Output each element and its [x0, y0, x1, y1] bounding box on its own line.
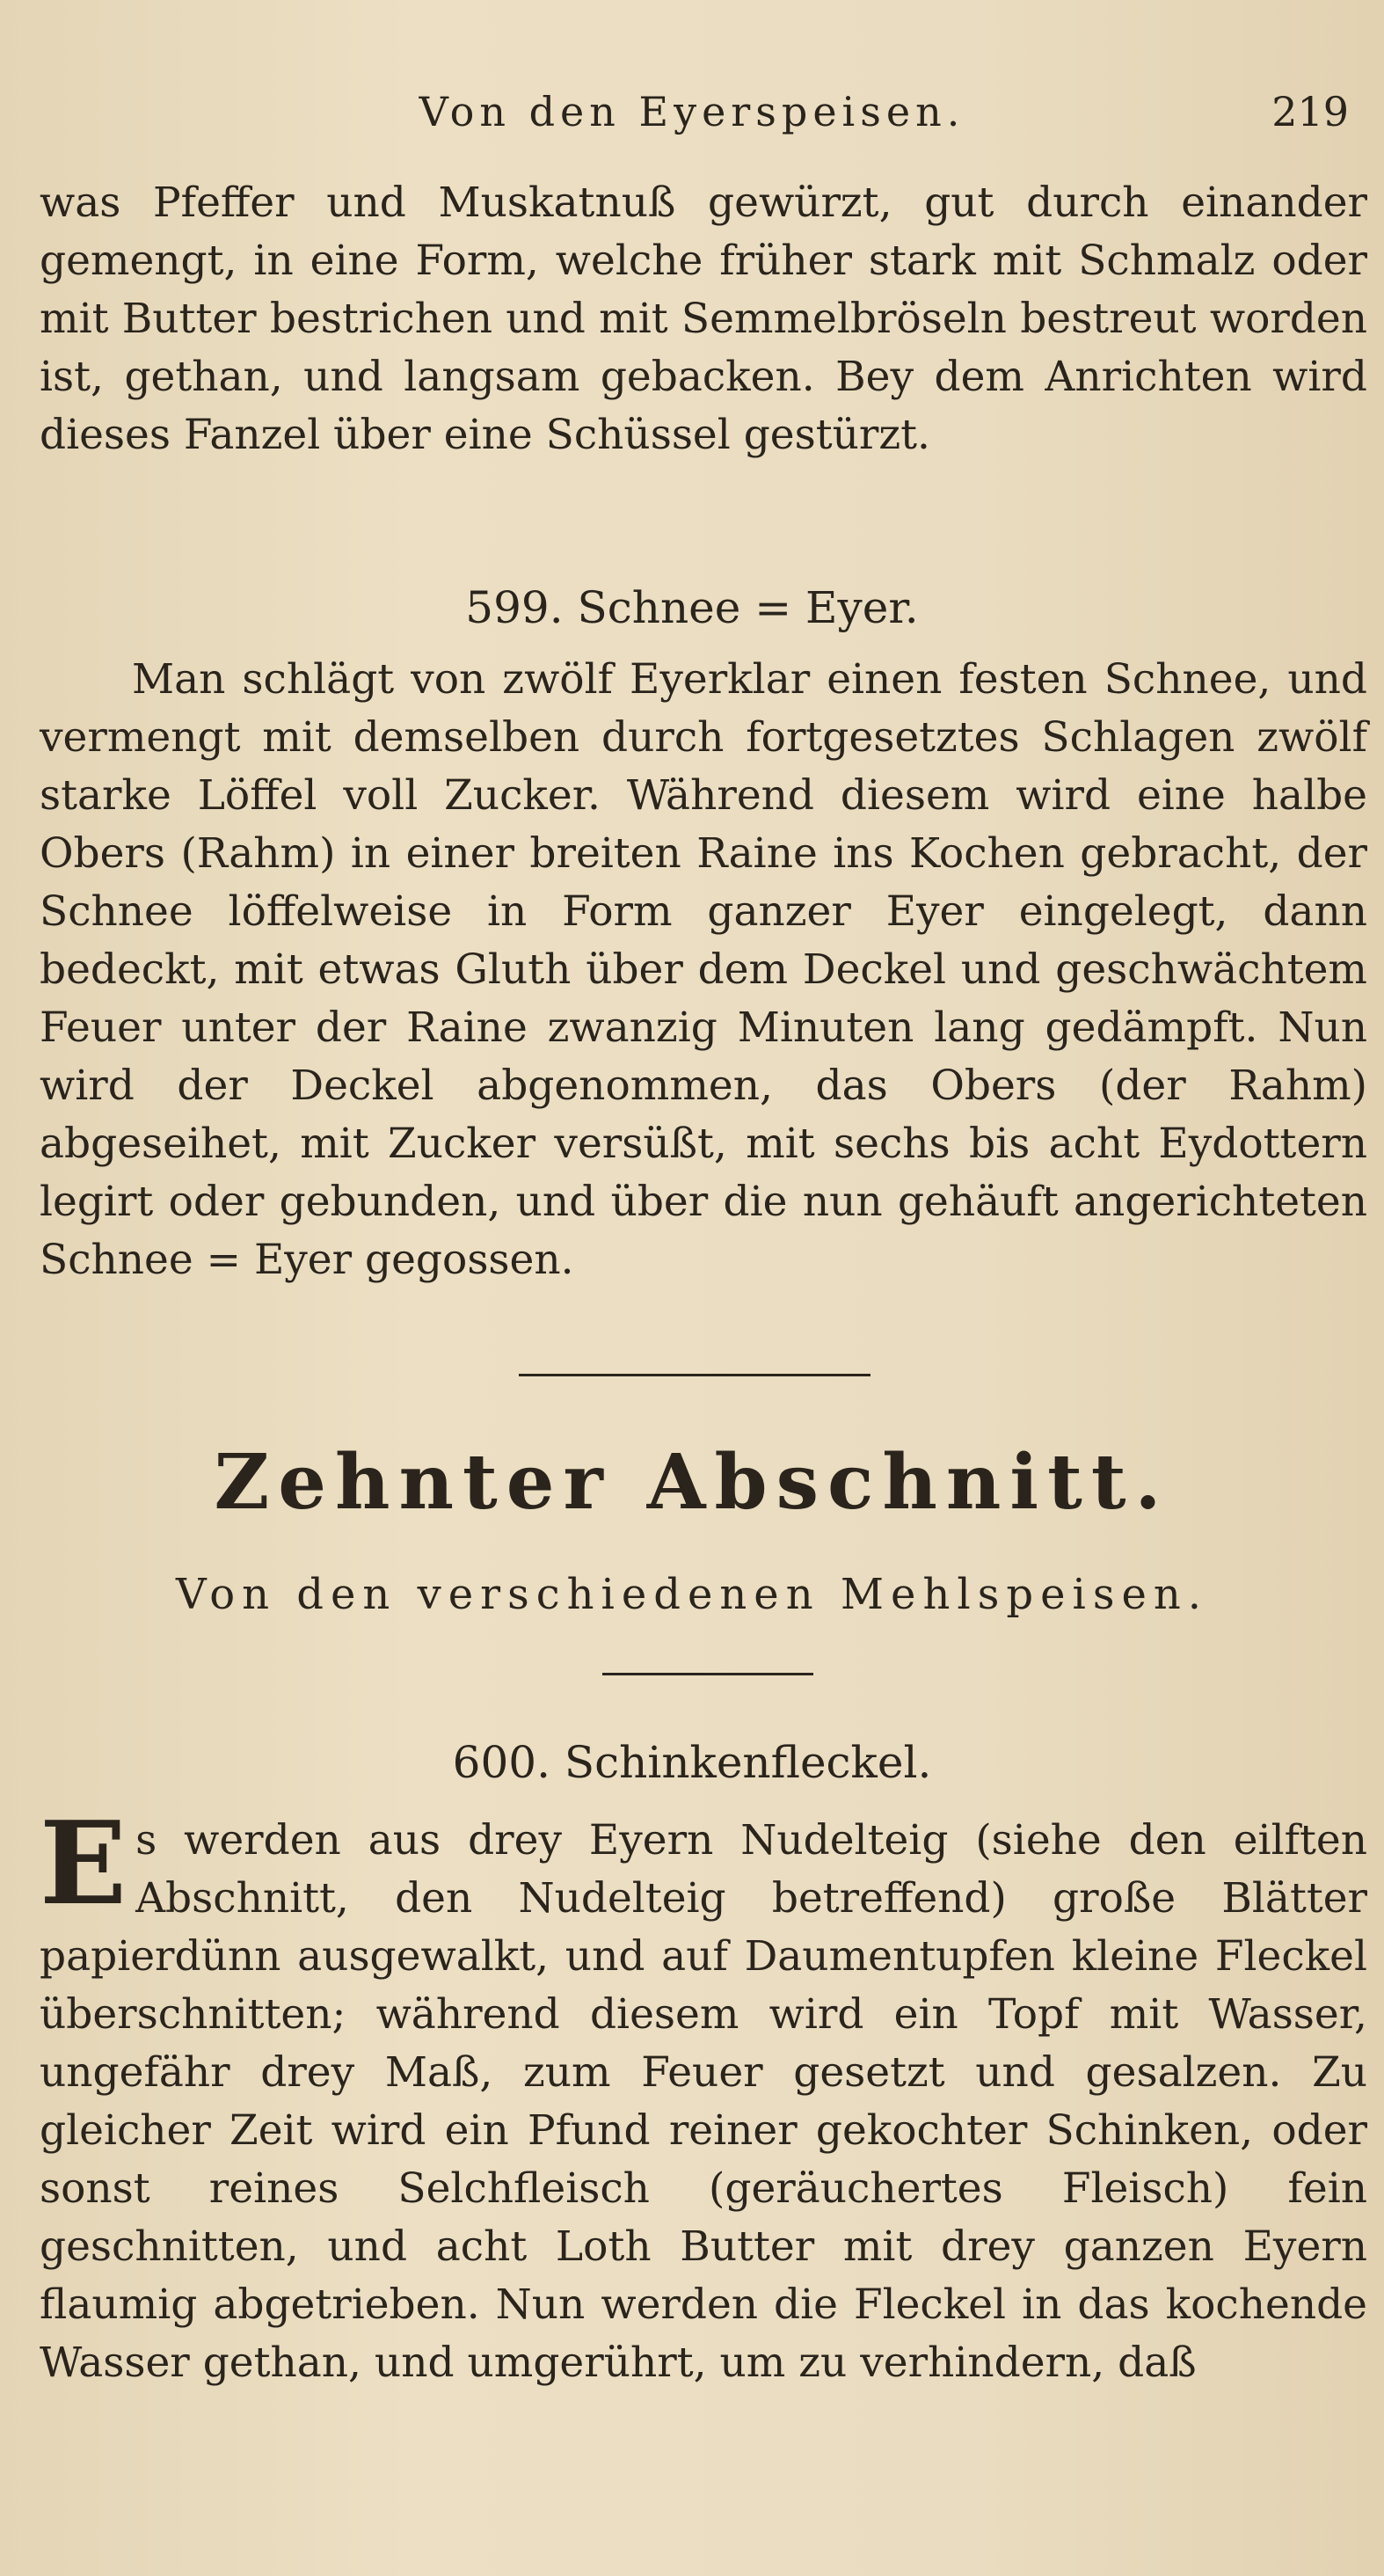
- continued-paragraph: [40, 174, 1367, 464]
- page-number: 219: [1271, 88, 1349, 135]
- chapter-title: Zehnter Abschnitt.: [214, 1438, 1170, 1527]
- recipe-600-paragraph: [40, 1796, 1367, 2392]
- continued-paragraph-text: was Pfeffer und Muskatnuß gewürzt, gut durch einander gemengt, in eine Form, welche früher stark mit Schmalz oder mit Butter bestrichen und mit Semmelbröseln bestreut worden ist, gethan, und langsam gebacken. Bey dem Anrichten wird dieses Fanzel über eine Schüssel gestürzt.: [40, 179, 1367, 459]
- page-header: [0, 88, 1384, 158]
- chapter-divider: [602, 1673, 813, 1675]
- chapter-subtitle: Von den verschiedenen Mehlspeisen.: [175, 1570, 1209, 1619]
- recipe-600-title: 600. Schinkenfleckel.: [452, 1737, 932, 1788]
- recipe-600-text: s werden aus drey Eyern Nudelteig (siehe den eilften Abschnitt, den Nudelteig betreffend) große Blätter papierdünn ausgewalkt, und auf Daumentupfen kleine Fleckel überschnitten; während diesem wird ein Topf mit Wasser, ungefähr drey Maß, zum Feuer gesetzt und gesalzen. Zu gleicher Zeit wird ein Pfund reiner gekochter Schinken, oder sonst reines Selchfleisch (geräuchertes Fleisch) fein geschnitten, und acht Loth Butter mit drey ganzen Eyern flaumig abgetrieben. Nun werden die Fleckel in das kochende Wasser gethan, und umgerührt, um zu verhindern, daß: [40, 1816, 1367, 2387]
- recipe-599-body: [40, 651, 1367, 1289]
- recipe-599-text: Man schlägt von zwölf Eyerklar einen festen Schnee, und vermengt mit demselben durch fortgesetztes Schlagen zwölf starke Löffel voll Zucker. Während diesem wird eine halbe Obers (Rahm) in einer breiten Raine ins Kochen gebracht, der Schnee löffelweise in Form ganzer Eyer eingelegt, dann bedeckt, mit etwas Gluth über dem Deckel und geschwächtem Feuer unter der Raine zwanzig Minuten lang gedämpft. Nun wird der Deckel abgenommen, das Obers (der Rahm) abgeseihet, mit Zucker versüßt, mit sechs bis acht Eydottern legirt oder gebunden, und über die nun gehäuft angerichteten Schnee = Eyer gegossen.: [40, 655, 1367, 1284]
- section-divider: [519, 1374, 870, 1376]
- recipe-600-body: [40, 1796, 1367, 2392]
- recipe-599-title: 599. Schnee = Eyer.: [465, 582, 919, 633]
- drop-cap: E: [40, 1796, 127, 1930]
- running-title: Von den Eyerspeisen.: [419, 88, 965, 135]
